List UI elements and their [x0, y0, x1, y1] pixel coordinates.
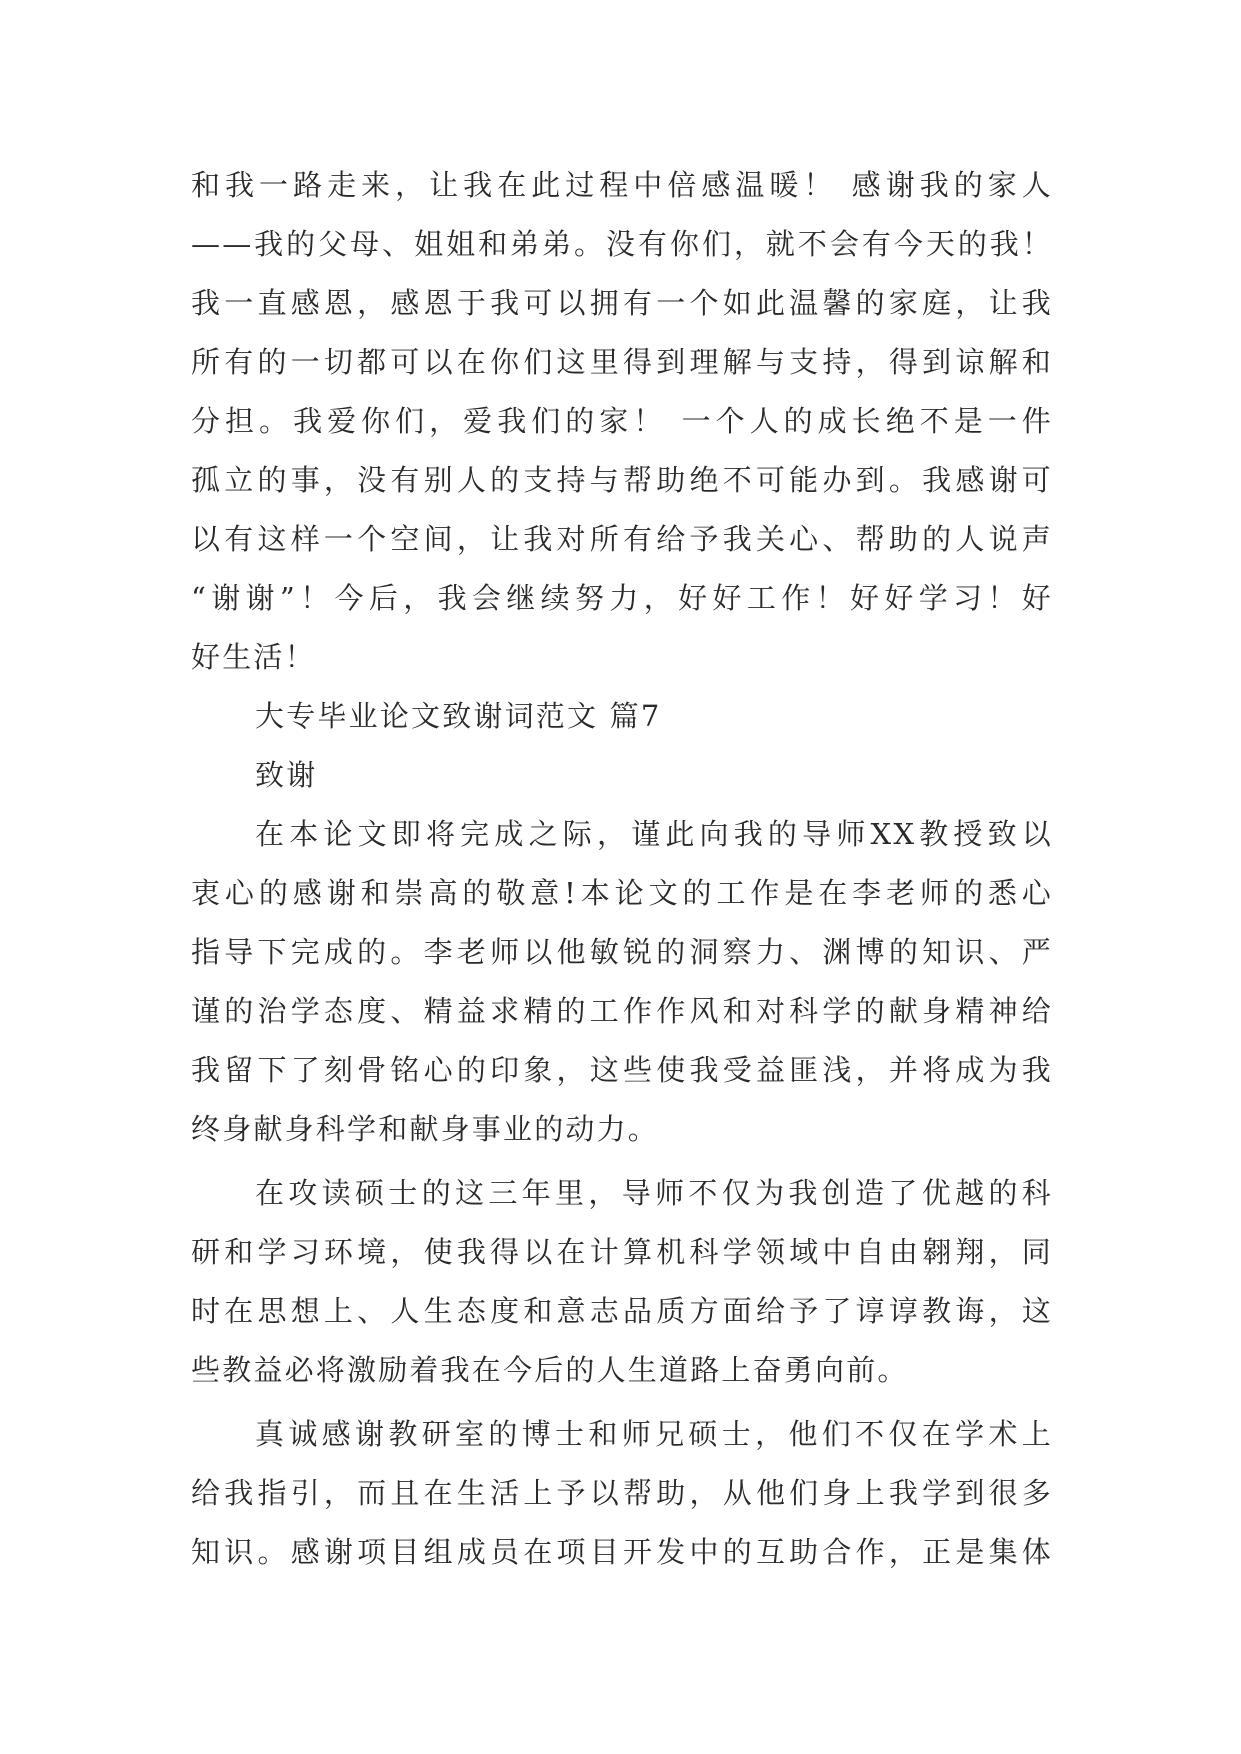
text-line: 些教益必将激励着我在今后的人生道路上奋勇向前。: [191, 1353, 909, 1387]
text-line: 指导下完成的。李老师以他敏锐的洞察力、渊博的知识、严: [191, 935, 1053, 969]
paragraph-advisor-thanks: [191, 805, 1053, 1159]
text-line: 我留下了刻骨铭心的印象，这些使我受益匪浅，并将成为我: [191, 1053, 1053, 1087]
text-line: 终身献身科学和献身事业的动力。: [191, 1112, 660, 1146]
paragraph-family-thanks: [191, 156, 1053, 687]
text-line: 在本论文即将完成之际，谨此向我的导师XX教授致以: [255, 817, 1053, 851]
text-line: 给我指引，而且在生活上予以帮助，从他们身上我学到很多: [191, 1476, 1053, 1510]
text-line: 时在思想上、人生态度和意志品质方面给予了谆谆教诲，这: [191, 1294, 1053, 1328]
section-title: 大专毕业论文致谢词范文 篇7: [255, 699, 662, 733]
text-line: 我一直感恩，感恩于我可以拥有一个如此温馨的家庭，让我: [191, 286, 1053, 320]
text-line: “谢谢”！今后，我会继续努力，好好工作！好好学习！好: [191, 581, 1053, 615]
text-line: 孤立的事，没有别人的支持与帮助绝不可能办到。我感谢可: [191, 463, 1053, 497]
text-line: 好生活！: [191, 640, 316, 674]
text-line: 在攻读硕士的这三年里，导师不仅为我创造了优越的科: [255, 1176, 1053, 1210]
text-line: 所有的一切都可以在你们这里得到理解与支持，得到谅解和: [191, 345, 1053, 379]
text-line: 分担。我爱你们，爱我们的家！ 一个人的成长绝不是一件: [191, 404, 1053, 438]
document-page: [191, 156, 1053, 1582]
text-line: 和我一路走来，让我在此过程中倍感温暖！ 感谢我的家人: [191, 168, 1053, 202]
paragraph-lab-thanks: [191, 1405, 1053, 1582]
text-line: 研和学习环境，使我得以在计算机科学领域中自由翱翔，同: [191, 1235, 1053, 1269]
heading: 致谢: [255, 758, 318, 792]
text-line: 谨的治学态度、精益求精的工作作风和对科学的献身精神给: [191, 994, 1053, 1028]
text-line: 衷心的感谢和崇高的敬意!本论文的工作是在李老师的悉心: [191, 876, 1053, 910]
text-line: ——我的父母、姐姐和弟弟。没有你们，就不会有今天的我！: [191, 227, 1053, 261]
paragraph-study-years: [191, 1164, 1053, 1400]
text-line: 知识。感谢项目组成员在项目开发中的互助合作，正是集体: [191, 1535, 1053, 1569]
text-line: 以有这样一个空间，让我对所有给予我关心、帮助的人说声: [191, 522, 1053, 556]
text-line: 真诚感谢教研室的博士和师兄硕士，他们不仅在学术上: [255, 1417, 1053, 1451]
